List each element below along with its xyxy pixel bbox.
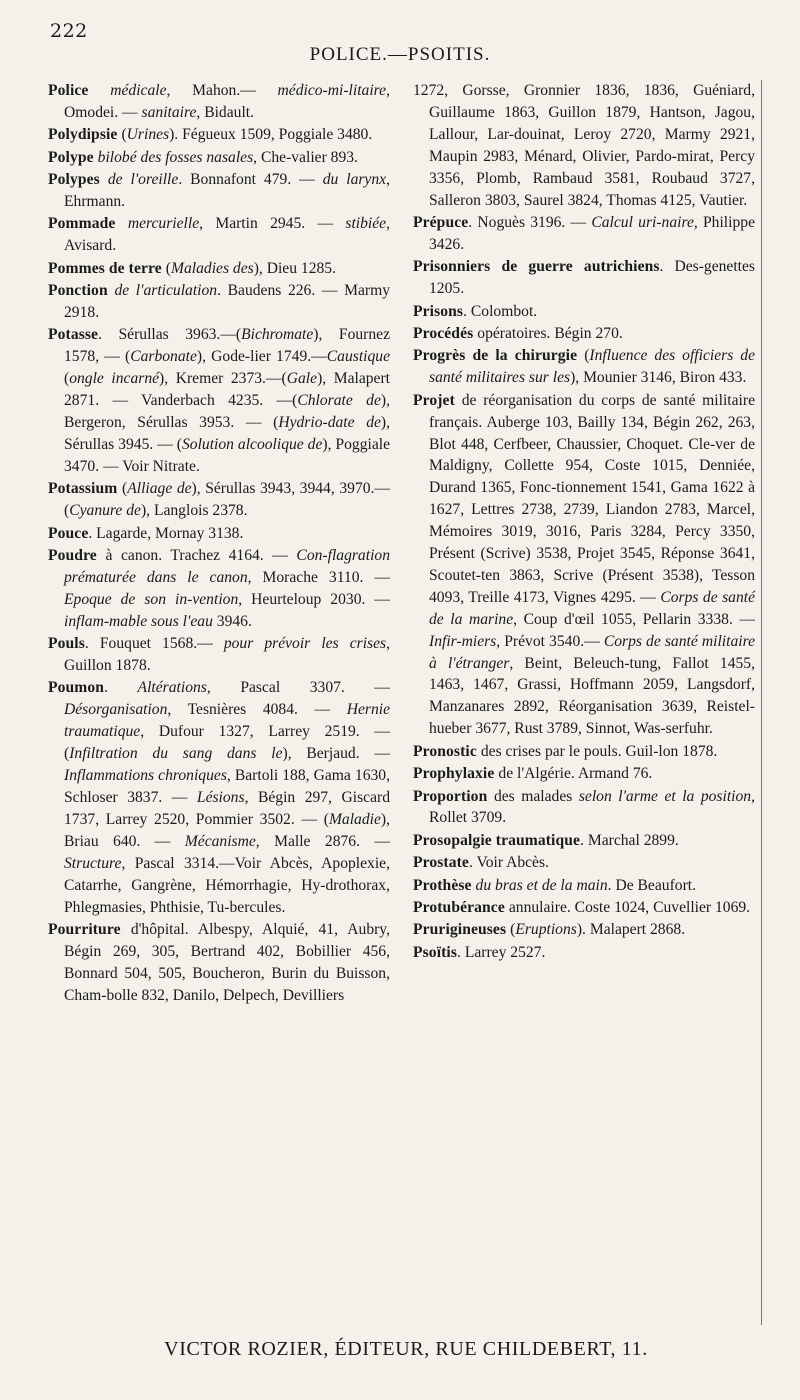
entry-text: ), Sérullas 3943, 3944, 3970.— (	[64, 480, 390, 520]
index-entry	[48, 258, 390, 280]
entry-heading: Progrès de la chirurgie	[413, 347, 585, 365]
entry-heading: Prisons	[413, 302, 464, 320]
entry-subheading: Lésions	[196, 789, 245, 806]
entry-subheading: sanitaire	[141, 103, 197, 121]
entry-text: , Avisard.	[64, 215, 391, 255]
entry-text: . Bonnafont 479. —	[178, 171, 323, 189]
index-entry	[48, 324, 390, 477]
entry-text: . Noguès 3196. —	[468, 213, 592, 231]
entry-heading: Polype	[48, 148, 98, 166]
entry-heading: Potassium	[48, 480, 123, 498]
entry-subheading: Infir-miers	[429, 632, 497, 650]
entry-heading: Prostate	[413, 854, 469, 872]
entry-continuation: 1272, Gorsse, Gronnier 1836, 1836, Guéniard, Guillaume 1863, Guillon 1879, Hantson, Jagou, Lallour, Lar-douinat, Leroy 2720, Marmy 2921, Maupin 2983, Ménard, Olivier, Pardo-mirat, Percy 3356, Plomb, Rambaud 3581, Roubaud 3727, Salleron 3803, Saurel 3824, Thomas 4125, Vautier.	[413, 82, 755, 209]
entry-subheading: Cyanure de	[69, 502, 141, 520]
entry-text: , Bégin 297, Giscard 1737, Larrey 2520, Pommier 3502. — (	[64, 789, 390, 828]
entry-text: , Martin 2945. —	[199, 215, 346, 233]
entry-subheading: Mécanisme	[184, 832, 256, 850]
entry-heading: Psoïtis	[413, 943, 458, 961]
entry-subheading: du bras et de la main	[475, 876, 608, 894]
entry-text: (	[64, 370, 70, 388]
index-entry	[48, 478, 390, 522]
entry-text: , Heurteloup 2030. —	[238, 590, 390, 608]
index-entry	[413, 919, 755, 941]
entry-text: de réorganisation du corps de santé militaire français. Auberge 103, Bailly 134, Bégin 262, 263, Blot 448, Cerfbeer, Chaussier, Choquet. Cle-ver de Maldigny, Collette 954, Coste 1015, Denniée, Durand 1365, Fonc-tionnement 1541, Gama 1622 à 1627, Lettres 2738, 2739, Liandon 2783, Marcel, Mémoires 3019, 3016, Paris 3284, Percy 3350, Présent (Scrive) 3538, Projet 3545, Réponse 3641, Scoutet-ten 3863, Scrive (Présent 3538), Tesson 4093, Treille 4173, Vignes 4295. —	[429, 391, 755, 606]
entry-text: , Morache 3110. —	[247, 568, 390, 586]
entry-text: (	[165, 259, 171, 277]
entry-heading: Pronostic	[413, 742, 481, 760]
entry-text: ), Mounier 3146, Biron 433.	[570, 369, 747, 387]
entry-text: ), Poggiale 3470. — Voir Nitrate.	[64, 436, 391, 475]
entry-text: des crises par le pouls. Guil-lon 1878.	[480, 742, 718, 760]
entry-text: , Coup d'œil 1055, Pellarin 3338. —	[513, 610, 755, 628]
entry-subheading: du larynx	[322, 171, 387, 189]
entry-text: . Sérullas 3963.—(	[98, 326, 242, 344]
entry-text: , Guillon 1878.	[64, 635, 390, 675]
entry-subheading: Caustique	[326, 348, 390, 366]
entry-heading: Potasse	[48, 326, 99, 344]
index-columns	[48, 80, 762, 1325]
index-entry	[48, 147, 390, 169]
entry-text: , Omodei. —	[64, 82, 390, 121]
entry-subheading: Infiltration du sang dans le	[69, 745, 283, 763]
index-entry	[48, 169, 390, 213]
index-entry	[48, 633, 390, 677]
entry-subheading: Structure	[64, 854, 122, 872]
entry-text: . Baudens 226. — Marmy 2918.	[64, 282, 391, 322]
index-entry	[48, 919, 390, 1007]
entry-subheading: Corps de santé de la marine	[429, 588, 755, 628]
entry-text: .	[104, 679, 138, 697]
entry-heading: Prophylaxie	[413, 765, 499, 783]
entry-heading: Protubérance	[413, 899, 509, 917]
index-entry	[413, 212, 755, 256]
entry-text: . Larrey 2527.	[457, 943, 546, 961]
entry-subheading: Urines	[126, 126, 170, 144]
entry-text: , Tesnières 4084. —	[167, 701, 347, 719]
entry-heading: Poudre	[48, 547, 106, 565]
entry-text: ), Kremer 2373.—(	[159, 370, 287, 388]
entry-text: , Che-valier 893.	[253, 148, 358, 166]
entry-heading: Projet	[413, 391, 462, 409]
index-entry	[48, 124, 390, 146]
entry-subheading: selon l'arme et la position	[578, 787, 752, 805]
entry-subheading: médicale	[110, 82, 167, 99]
entry-subheading: de l'oreille	[107, 171, 179, 189]
entry-subheading: Eruptions	[515, 921, 577, 939]
entry-text: ), Dieu 1285.	[253, 259, 337, 277]
index-entry	[413, 786, 755, 830]
entry-heading: Procédés	[413, 324, 478, 342]
index-entry	[413, 390, 755, 741]
entry-text: ), Bergeron, Sérullas 3953. — (	[64, 392, 390, 432]
index-entry	[413, 897, 755, 919]
entry-subheading: Maladies des	[170, 259, 254, 277]
entry-text: (	[584, 347, 590, 365]
entry-text: 3946.	[212, 612, 252, 630]
index-entry	[413, 830, 755, 852]
index-column-left	[48, 80, 390, 1325]
entry-subheading: Altérations	[137, 679, 207, 697]
page-header	[50, 18, 750, 65]
entry-subheading: Chlorate de	[297, 392, 381, 410]
entry-text: , Dufour 1327, Larrey 2519. — (	[64, 723, 390, 763]
entry-subheading: Hernie traumatique	[64, 701, 390, 741]
entry-subheading: Calcul uri-naire	[591, 213, 694, 231]
entry-text: ). Fégueux 1509, Poggiale 3480.	[169, 126, 373, 144]
index-entry	[48, 677, 390, 918]
entry-heading: Prisonniers de guerre autrichiens	[413, 258, 660, 276]
entry-text: , Beint, Beleuch-tung, Fallot 1455, 1463, 1467, Grassi, Hoffmann 2059, Langsdorf, Manzanares 2892, Réorganisation 3639, Reistel-hueber 3677, Rust 3789, Sinnot, Was-serfuhr.	[429, 654, 755, 738]
entry-heading: Prurigineuses	[413, 921, 511, 939]
entry-subheading: Hydrio-date de	[278, 414, 381, 432]
entry-text: d'hôpital. Albespy, Alquié, 41, Aubry, Bégin 269, 305, Bertrand 402, Bobillier 456, Bonnard 504, 505, Boucheron, Burin du Buisson, Cham-bolle 832, Danilo, Delpech, Devilliers	[64, 920, 390, 1004]
entry-subheading: Con-flagration prématurée dans le canon	[64, 547, 390, 586]
index-entry	[413, 763, 755, 785]
entry-text: . Fouquet 1568.—	[84, 635, 224, 653]
entry-text: , Bidault.	[196, 103, 255, 121]
entry-heading: Pommes de terre	[48, 259, 166, 277]
entry-text: ), Briau 640. —	[64, 810, 390, 850]
entry-subheading: de l'articulation	[114, 282, 218, 300]
entry-subheading: Bichromate	[241, 326, 314, 344]
entry-text: ). Malapert 2868.	[576, 921, 686, 939]
index-entry	[413, 741, 755, 763]
entry-subheading: mercurielle	[127, 215, 200, 233]
entry-subheading: Inflammations chroniques	[64, 767, 227, 785]
page-number: 222	[50, 20, 88, 42]
index-entry	[413, 345, 755, 389]
entry-subheading: Maladie	[328, 810, 381, 828]
index-entry	[413, 301, 755, 323]
index-entry	[48, 213, 390, 257]
index-entry	[413, 852, 755, 874]
entry-heading: Police	[48, 82, 111, 99]
index-entry	[413, 80, 755, 211]
entry-subheading: Désorganisation	[64, 701, 168, 719]
index-entry	[48, 545, 390, 633]
entry-heading: Polypes	[48, 171, 108, 189]
index-entry	[48, 80, 390, 124]
entry-text: . Marchal 2899.	[580, 831, 679, 849]
index-entry	[413, 323, 755, 345]
entry-subheading: Corps de santé militaire à l'étranger	[429, 632, 755, 672]
entry-text: des malades	[493, 787, 579, 805]
entry-text: , Ehrmann.	[64, 171, 390, 211]
entry-subheading: Alliage de	[127, 480, 192, 498]
entry-text: . Colombot.	[463, 302, 538, 320]
index-entry	[413, 942, 755, 964]
entry-text: , Pascal 3314.—Voir Abcès, Apoplexie, Catarrhe, Gangrène, Hémorrhagie, Hy-drothorax, Phlegmasies, Phthisie, Tu-bercules.	[64, 854, 390, 916]
entry-heading: Pouls	[48, 635, 85, 653]
entry-text: , Prévot 3540.—	[496, 632, 604, 650]
entry-subheading: bilobé des fosses nasales	[97, 148, 254, 166]
entry-text: . De Beaufort.	[607, 876, 696, 894]
entry-subheading: Epoque de son in-vention	[64, 590, 239, 608]
entry-text: ), Malapert 2871. — Vanderbach 4235. —(	[64, 370, 390, 410]
entry-subheading: Solution alcoolique de	[181, 436, 323, 453]
entry-text: de l'Algérie. Armand 76.	[498, 765, 653, 783]
entry-subheading: médico-mi-litaire	[277, 82, 387, 99]
entry-text: ), Gode-lier 1749.—	[196, 348, 327, 366]
entry-text: à canon. Trachez 4164. —	[105, 547, 297, 565]
index-entry	[413, 875, 755, 897]
index-entry	[413, 256, 755, 300]
entry-text: . Des-genettes 1205.	[429, 258, 755, 298]
entry-text: ), Fournez 1578, — (	[64, 326, 390, 366]
entry-text: , Philippe 3426.	[429, 213, 755, 253]
entry-subheading: inflam-mable sous l'eau	[64, 612, 213, 630]
entry-heading: Prépuce	[413, 213, 469, 231]
entry-subheading: Carbonate	[130, 348, 197, 366]
entry-subheading: Influence des officiers de santé militaires sur les	[429, 347, 755, 387]
entry-text: (	[121, 126, 127, 144]
entry-heading: Pommade	[48, 215, 128, 233]
index-entry	[48, 523, 390, 545]
entry-text: . Lagarde, Mornay 3138.	[88, 524, 244, 542]
index-column-right	[413, 80, 762, 1325]
entry-text: , Rollet 3709.	[429, 787, 755, 827]
entry-subheading: Gale	[286, 370, 318, 388]
entry-heading: Polydipsie	[48, 126, 122, 144]
index-entry	[48, 280, 390, 324]
entry-text: . Voir Abcès.	[468, 854, 549, 872]
entry-subheading: ongle incarné	[69, 370, 160, 388]
entry-text: (	[122, 480, 128, 498]
publisher-footer: VICTOR ROZIER, ÉDITEUR, RUE CHILDEBERT, 11.	[164, 1338, 648, 1360]
entry-heading: Pouce	[48, 524, 89, 542]
entry-heading: Prosopalgie traumatique	[413, 831, 581, 849]
entry-heading: Ponction	[48, 282, 115, 300]
entry-text: annulaire. Coste 1024, Cuvellier 1069.	[508, 899, 751, 917]
entry-text: , Malle 2876. —	[255, 832, 390, 850]
entry-text: (	[510, 921, 516, 939]
entry-subheading: pour prévoir les crises	[223, 635, 387, 653]
entry-text: , Mahon.—	[166, 82, 278, 99]
entry-text: ), Sérullas 3945. — (	[64, 414, 390, 453]
entry-text: , Bartoli 188, Gama 1630, Schloser 3837. —	[64, 767, 390, 806]
entry-text: opératoires. Bégin 270.	[477, 324, 623, 342]
entry-heading: Poumon	[48, 679, 105, 697]
entry-heading: Prothèse	[413, 876, 476, 894]
entry-text: ), Berjaud. —	[282, 745, 390, 763]
entry-heading: Pourriture	[48, 920, 131, 938]
entry-subheading: stibiée	[345, 215, 387, 233]
entry-text: , Pascal 3307. —	[206, 679, 390, 697]
running-head: POLICE.—PSOITIS.	[309, 44, 491, 65]
entry-heading: Proportion	[413, 787, 494, 805]
entry-text: ), Langlois 2378.	[140, 502, 248, 520]
